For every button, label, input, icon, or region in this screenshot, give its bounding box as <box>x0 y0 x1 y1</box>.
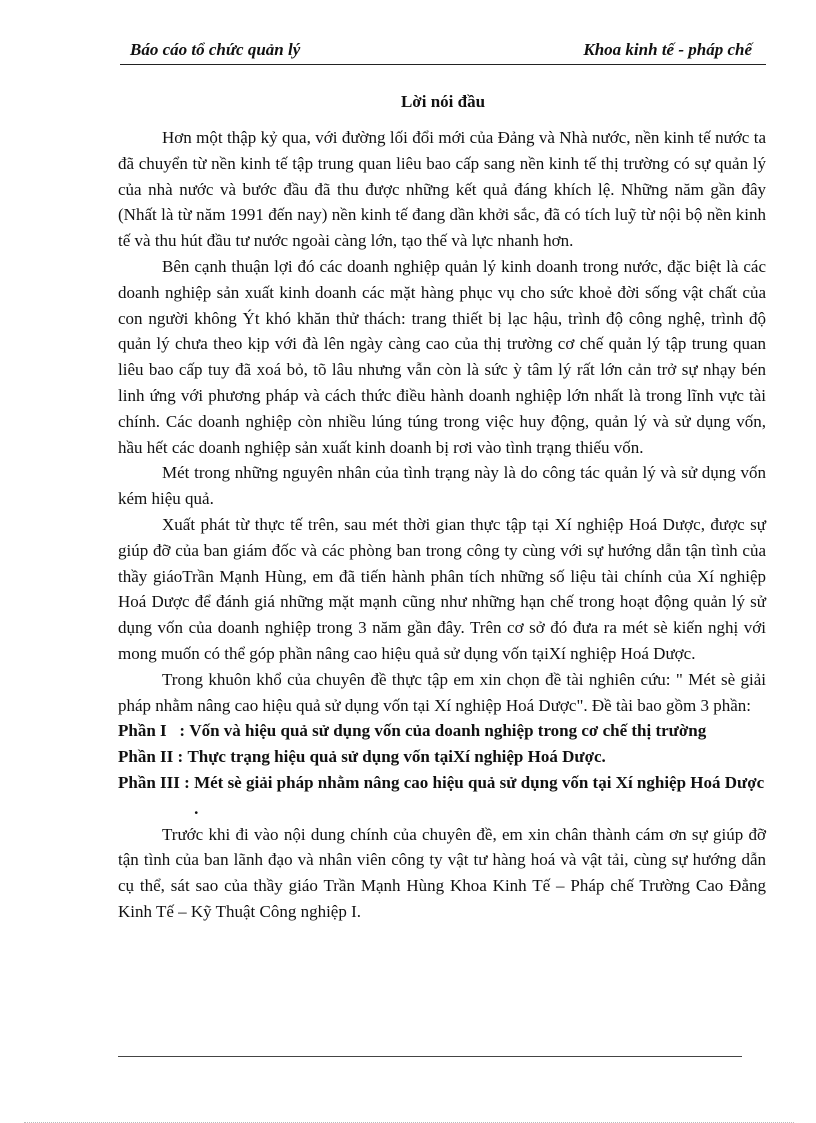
paragraph: Mét trong những nguyên nhân của tình trạng này là do công tác quản lý và sử dụng vốn kém hiệu quả. <box>118 463 766 509</box>
part-text: Vốn và hiệu quả sử dụng vốn của doanh nghiệp trong cơ chế thị trường <box>189 721 707 741</box>
paragraph: Bên cạnh thuận lợi đó các doanh nghiệp quản lý kinh doanh trong nước, đặc biệt là các doanh nghiệp sản xuất kinh doanh các mặt hàng phục vụ cho sức khoẻ đời sống vật chất của con người không Ýt khó khăn thử thách: trang thiết bị lạc hậu, trình độ công nghệ, trình độ quản lý chưa theo kịp với đà lên ngày càng cao của thị trường cơ chế quản lý tập trung quan liêu bao cấp tuy đã xoá bỏ, tõ lâu nhưng vẫn còn là sức ỳ tâm lý rất lớn cản trở sự nhạy bén linh ứng với phương pháp và cách thức điều hành doanh nghiệp lớn nhất là trong lĩnh vực tài chính. Các doanh nghiệp còn nhiều lúng túng trong việc huy động, quản lý và sử dụng vốn, hầu hết các doanh nghiệp sản xuất kinh doanh bị rơi vào tình trạng thiếu vốn. <box>118 256 766 457</box>
header-left-text: Báo cáo tổ chức quản lý <box>130 40 301 59</box>
part-item <box>118 744 766 770</box>
part-item <box>118 770 766 822</box>
header-right-text: Khoa kinh tế - pháp chế <box>583 40 752 59</box>
paragraph: Hơn một thập kỷ qua, với đường lối đổi mới của Đảng và Nhà nước, nền kinh tế nước ta đã chuyển từ nền kinh tế tập trung quan liêu bao cấp sang nền kinh tế thị trường có sự quản lý của nhà nước và bước đầu đã thu được những kết quả đáng khích lệ. Những năm gần đây (Nhất là từ năm 1991 đến nay) nền kinh tế đang dần khởi sắc, đã có tích luỹ từ nội bộ nền kinh tế và thu hút đầu tư nước ngoài càng lớn, tạo thế và lực nhanh hơn. <box>118 128 766 251</box>
part-item <box>118 718 766 744</box>
part-label: Phần II : <box>118 747 188 767</box>
section-title: Lời nói đầu <box>400 92 486 111</box>
paragraph: Xuất phát từ thực tế trên, sau mét thời gian thực tập tại Xí nghiệp Hoá Dược, được sự giúp đỡ của ban giám đốc và các phòng ban trong công ty cùng với sự hướng dẫn tận tình của thầy giáoTrần Mạnh Hùng, em đã tiến hành phân tích những số liệu tài chính của Xí nghiệp Hoá Dược để đánh giá những mặt mạnh cũng như những hạn chế trong hoạt động quản lý sử dụng vốn của doanh nghiệp trong 3 năm gần đây. Trên cơ sở đó đưa ra mét sè kiến nghị với mong muốn có thể góp phần nâng cao hiệu quả sử dụng vốn tạiXí nghiệp Hoá Dược. <box>118 514 766 663</box>
document-body <box>118 125 766 925</box>
closing-paragraph: Trước khi đi vào nội dung chính của chuyên đề, em xin chân thành cám ơn sự giúp đỡ tận tình của ban lãnh đạo và nhân viên công ty vật tư hàng hoá và vật tải, cùng sự hướng dẫn cụ thể, sát sao của thầy giáo Trần Mạnh Hùng Khoa Kinh Tế – Pháp chế Trường Cao Đẳng Kinh Tế – Kỹ Thuật Công nghiệp I. <box>118 824 766 921</box>
part-label: Phần I : <box>118 721 190 741</box>
part-text: Thực trạng hiệu quả sử dụng vốn tạiXí nghiệp Hoá Dược. <box>187 747 606 767</box>
footer-rule <box>118 1056 742 1057</box>
part-label: Phần III : <box>118 772 195 792</box>
paragraph: Trong khuôn khổ của chuyên đề thực tập em xin chọn đề tài nghiên cứu: " Mét sè giải pháp nhằm nâng cao hiệu quả sử dụng vốn tại Xí nghiệp Hoá Dược". Đề tài bao gồm 3 phần: <box>118 669 766 715</box>
page-header <box>120 38 766 65</box>
part-text: Mét sè giải pháp nhằm nâng cao hiệu quả sử dụng vốn tại Xí nghiệp Hoá Dược . <box>194 772 765 818</box>
